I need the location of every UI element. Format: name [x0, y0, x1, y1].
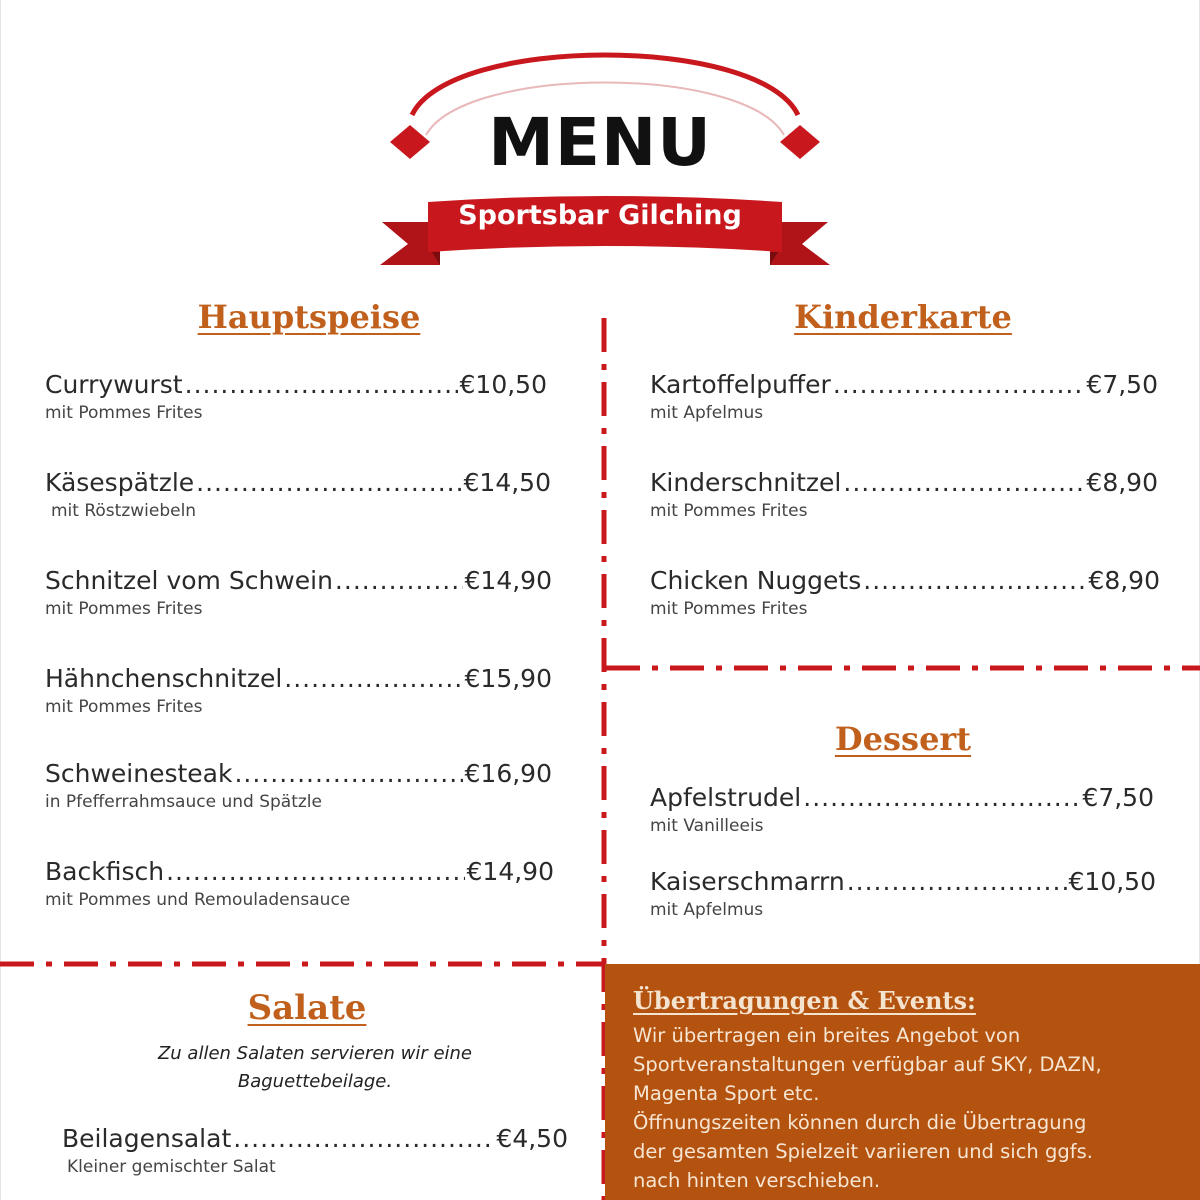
events-box — [605, 964, 1200, 1200]
ribbon-subtitle: Sportsbar Gilching — [458, 200, 742, 231]
item-price: €10,50 — [1068, 867, 1156, 896]
section-title-salate: Salate — [247, 988, 367, 1028]
item-price: €7,50 — [1082, 783, 1154, 812]
item-description: mit Pommes Frites — [650, 501, 808, 521]
menu-item — [650, 867, 1156, 920]
events-line: Sportveranstaltungen verfügbar auf SKY, DAZN, — [633, 1053, 1102, 1076]
item-name: Kartoffelpuffer — [650, 370, 831, 399]
item-name: Kaiserschmarrn — [650, 867, 845, 896]
item-description: mit Pommes Frites — [45, 697, 203, 717]
item-price: €8,90 — [1086, 468, 1158, 497]
menu-title: MENU — [488, 104, 712, 181]
leader-dots — [233, 1124, 494, 1154]
menu-item — [45, 759, 552, 812]
item-description: mit Apfelmus — [650, 403, 764, 423]
events-title: Übertragungen & Events: — [633, 986, 976, 1015]
item-name: Schweinesteak — [45, 759, 233, 788]
item-name: Currywurst — [45, 370, 183, 399]
item-description: mit Pommes und Remouladensauce — [45, 890, 351, 910]
item-name: Apfelstrudel — [650, 783, 802, 812]
item-name: Schnitzel vom Schwein — [45, 566, 333, 595]
item-description: Kleiner gemischter Salat — [67, 1157, 276, 1177]
menu-item — [62, 1124, 568, 1177]
events-text — [633, 1021, 1180, 1195]
menu-item — [650, 783, 1154, 836]
item-price: €14,50 — [463, 468, 551, 497]
events-line: der gesamten Spielzeit variieren und sich ggfs. — [633, 1140, 1093, 1163]
section-title-dessert: Dessert — [834, 720, 972, 758]
leader-dots — [863, 566, 1086, 596]
salad-note-line: Zu allen Salaten servieren wir eine — [157, 1043, 473, 1064]
item-price: €4,50 — [496, 1124, 568, 1153]
menu-item — [45, 566, 552, 619]
leader-dots — [284, 664, 462, 694]
item-name: Chicken Nuggets — [650, 566, 862, 595]
item-description: mit Apfelmus — [650, 900, 764, 920]
item-price: €10,50 — [459, 370, 547, 399]
leader-dots — [803, 783, 1080, 813]
leader-dots — [847, 867, 1067, 897]
leader-dots — [335, 566, 463, 596]
item-price: €14,90 — [466, 857, 554, 886]
item-price: €16,90 — [464, 759, 552, 788]
item-name: Käsespätzle — [45, 468, 195, 497]
item-name: Beilagensalat — [62, 1124, 232, 1153]
leader-dots — [166, 857, 464, 887]
item-price: €14,90 — [464, 566, 552, 595]
item-name: Kinderschnitzel — [650, 468, 842, 497]
item-price: €7,50 — [1086, 370, 1158, 399]
salad-note — [90, 1040, 540, 1096]
item-description: mit Pommes Frites — [45, 403, 203, 423]
menu-item — [45, 857, 554, 910]
leader-dots — [234, 759, 462, 789]
menu-item — [45, 370, 547, 423]
leader-dots — [833, 370, 1085, 400]
events-line: Magenta Sport etc. — [633, 1082, 820, 1105]
leader-dots — [185, 370, 458, 400]
events-line: Öffnungszeiten können durch die Übertragung — [633, 1111, 1087, 1134]
menu-item — [45, 664, 552, 717]
item-price: €8,90 — [1088, 566, 1160, 595]
item-description: mit Vanilleeis — [650, 816, 764, 836]
item-description: in Pfefferrahmsauce und Spätzle — [45, 792, 322, 812]
events-line: nach hinten verschieben. — [633, 1169, 881, 1192]
section-title-hauptspeise: Hauptspeise — [197, 298, 421, 336]
item-price: €15,90 — [464, 664, 552, 693]
menu-item — [650, 566, 1160, 619]
item-name: Hähnchenschnitzel — [45, 664, 283, 693]
leader-dots — [196, 468, 461, 498]
item-description: mit Pommes Frites — [650, 599, 808, 619]
menu-item — [650, 468, 1158, 521]
section-title-kinderkarte: Kinderkarte — [794, 298, 1012, 336]
item-description: mit Röstzwiebeln — [51, 501, 197, 521]
salad-note-line: Baguettebeilage. — [237, 1071, 393, 1092]
item-name: Backfisch — [45, 857, 165, 886]
events-line: Wir übertragen ein breites Angebot von — [633, 1024, 1021, 1047]
leader-dots — [843, 468, 1084, 498]
menu-item — [650, 370, 1158, 423]
item-description: mit Pommes Frites — [45, 599, 203, 619]
menu-item — [45, 468, 551, 521]
